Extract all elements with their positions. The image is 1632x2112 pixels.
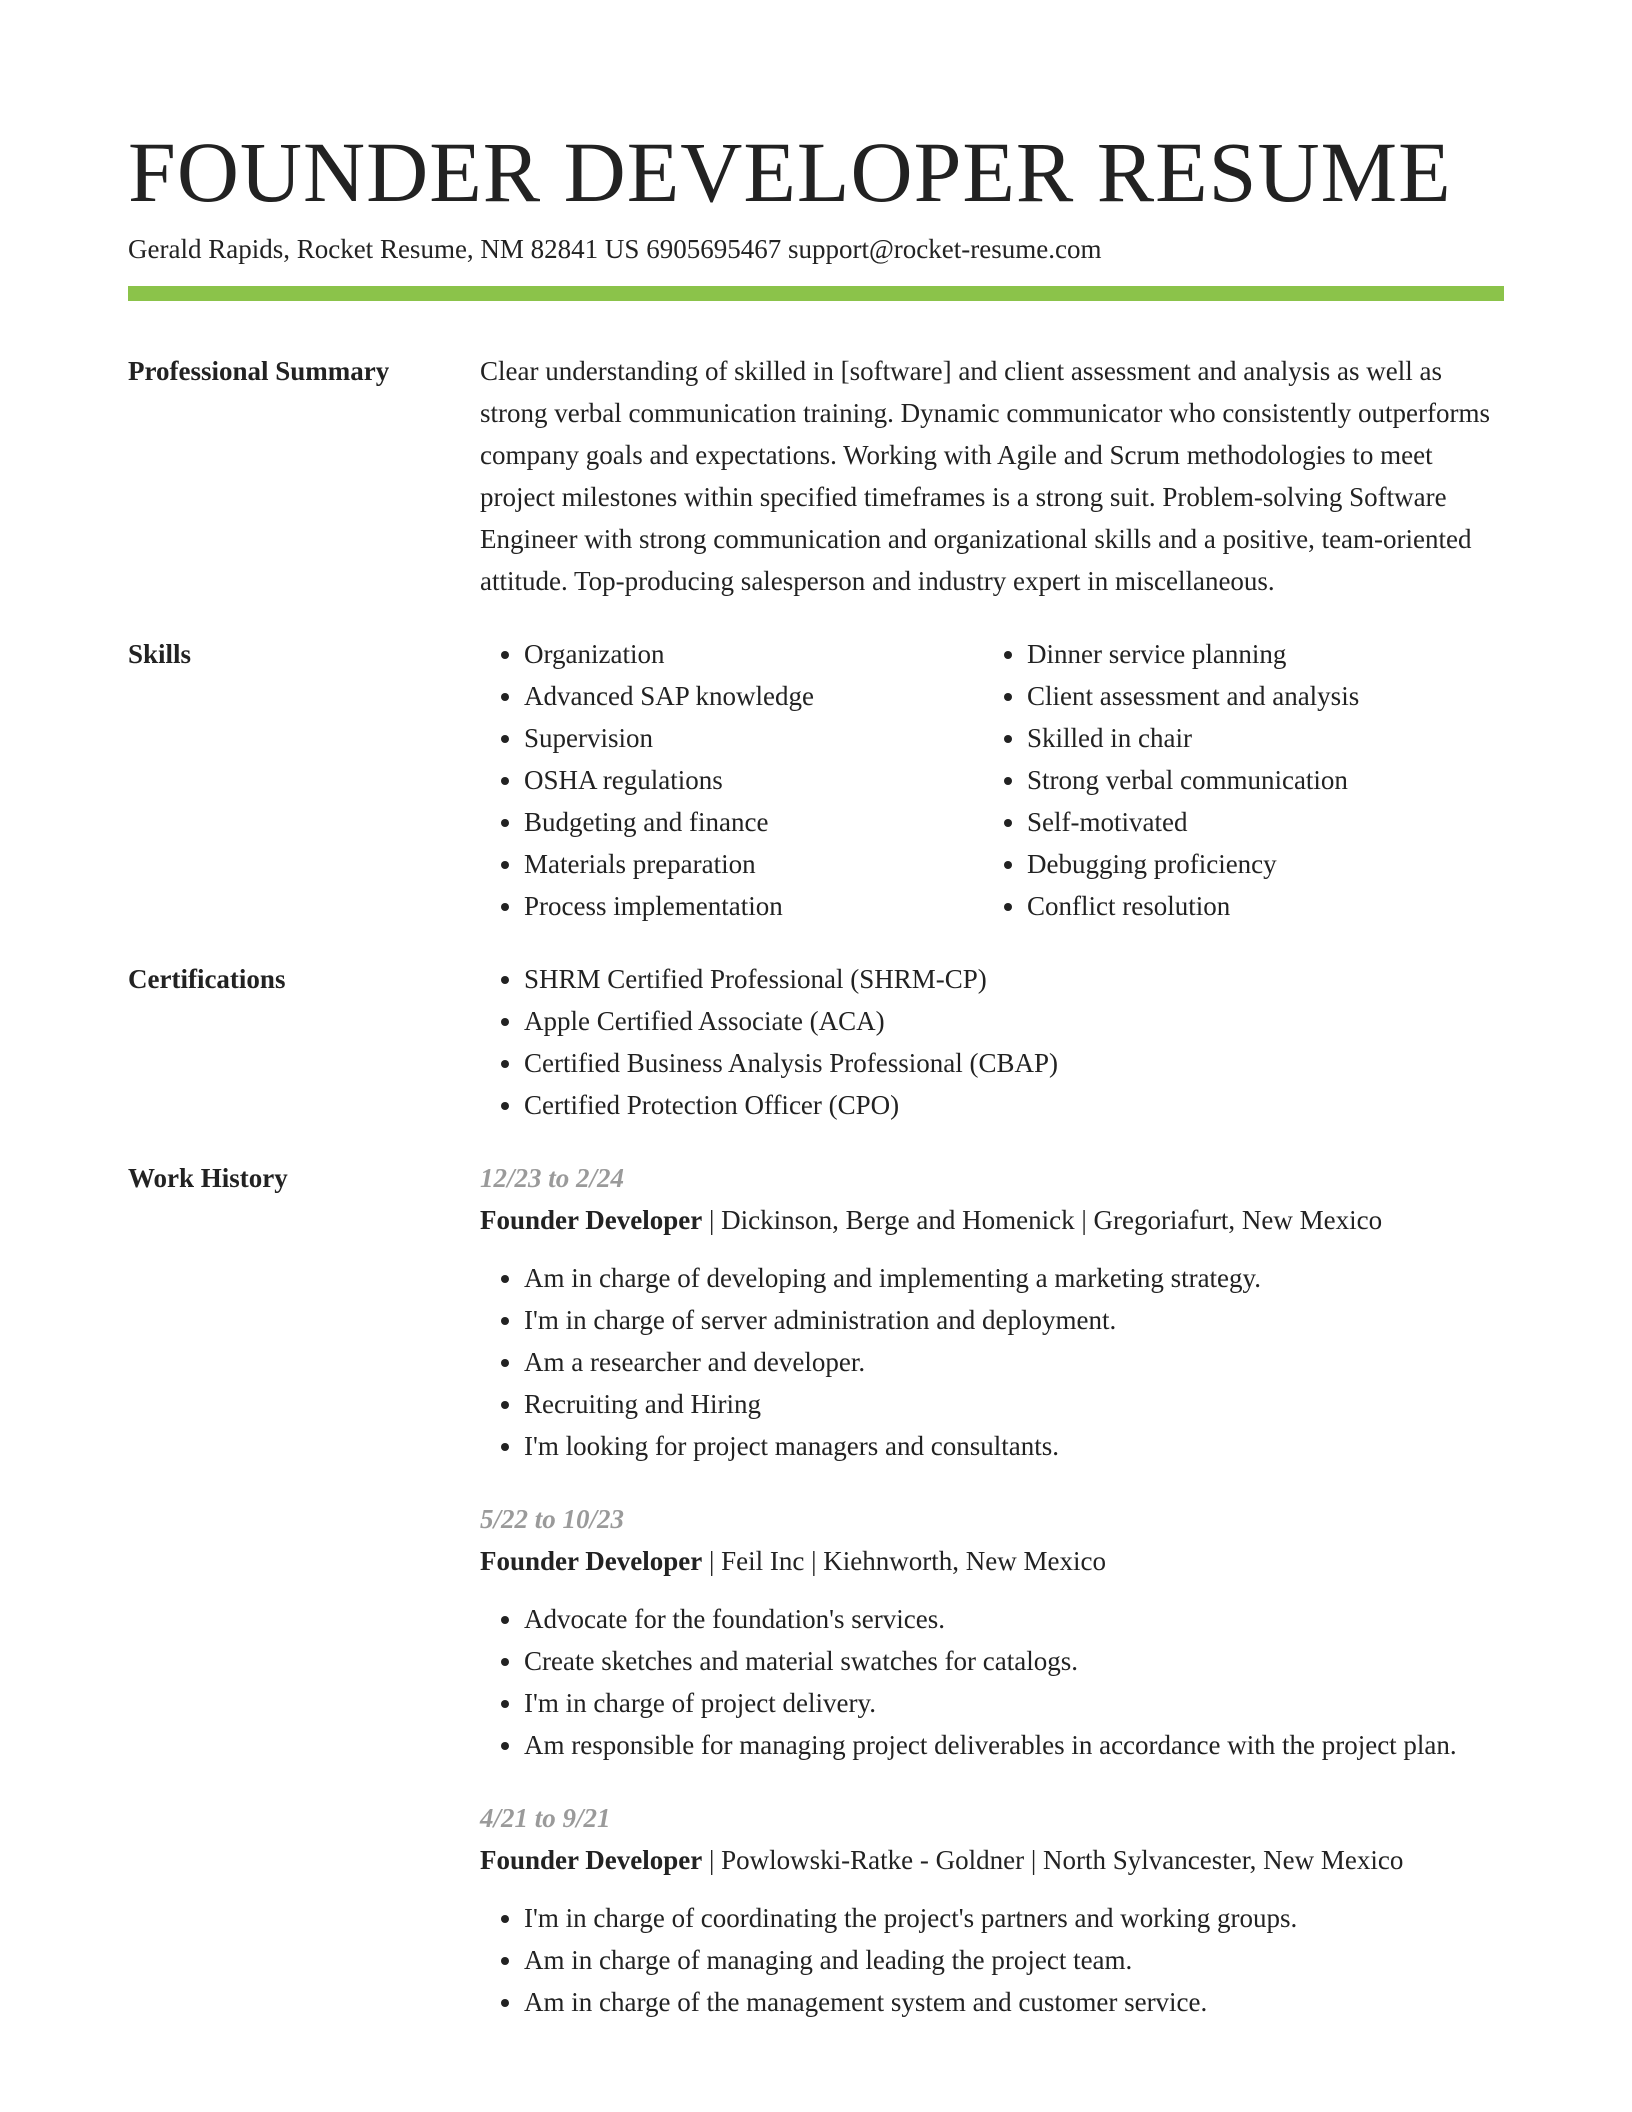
job-title: Founder Developer [480, 1546, 703, 1576]
job-bullet: • Create sketches and material swatches for catalogs. [524, 1640, 1504, 1682]
job-bullet: • Am responsible for managing project deliverables in accordance with the project plan. [524, 1724, 1504, 1766]
job-bullet: • Am a researcher and developer. [524, 1341, 1504, 1383]
work-history-label: Work History [128, 1163, 288, 1193]
certification-item: • Certified Protection Officer (CPO) [524, 1084, 1504, 1126]
skill-item: • Client assessment and analysis [1027, 675, 1504, 717]
skill-item: • Debugging proficiency [1027, 843, 1504, 885]
certifications-list [480, 958, 1504, 1126]
certification-item: • Certified Business Analysis Professional (CBAP) [524, 1042, 1504, 1084]
summary-label: Professional Summary [128, 356, 390, 386]
skill-item: • Skilled in chair [1027, 717, 1504, 759]
job-bullets [480, 1897, 1504, 2023]
job-title: Founder Developer [480, 1845, 703, 1875]
accent-divider [128, 286, 1504, 301]
contact-line: Gerald Rapids, Rocket Resume, NM 82841 US 6905695467 support@rocket-resume.com [128, 234, 1102, 264]
job-bullet: • I'm in charge of project delivery. [524, 1682, 1504, 1724]
certifications-label: Certifications [128, 964, 286, 994]
job-bullet: • Am in charge of developing and implementing a marketing strategy. [524, 1257, 1504, 1299]
job-heading [480, 1199, 1504, 1241]
certifications-section [128, 958, 1504, 1126]
job-bullets [480, 1257, 1504, 1467]
skill-item: • Strong verbal communication [1027, 759, 1504, 801]
job-details: | Powlowski-Ratke - Goldner | North Sylvancester, New Mexico [702, 1845, 1404, 1875]
job-heading [480, 1540, 1504, 1582]
summary-body [480, 350, 1504, 602]
skill-item: • Organization [524, 633, 983, 675]
job-dates: 12/23 to 2/24 [480, 1163, 625, 1193]
skills-body [480, 633, 1504, 927]
job-bullet: • Recruiting and Hiring [524, 1383, 1504, 1425]
skill-item: • Advanced SAP knowledge [524, 675, 983, 717]
skill-item: • Process implementation [524, 885, 983, 927]
job-bullet: • I'm looking for project managers and consultants. [524, 1425, 1504, 1467]
job-dates: 4/21 to 9/21 [480, 1803, 611, 1833]
skill-item: • Conflict resolution [1027, 885, 1504, 927]
certification-item: • SHRM Certified Professional (SHRM-CP) [524, 958, 1504, 1000]
skills-section [128, 633, 1504, 927]
job-entry [480, 1157, 1504, 1467]
job-heading [480, 1839, 1504, 1881]
job-bullet: • Advocate for the foundation's services. [524, 1598, 1504, 1640]
certification-item: • Apple Certified Associate (ACA) [524, 1000, 1504, 1042]
job-bullet: • Am in charge of the management system and customer service. [524, 1981, 1504, 2023]
certifications-body [480, 958, 1504, 1126]
job-title: Founder Developer [480, 1205, 703, 1235]
skill-item: • OSHA regulations [524, 759, 983, 801]
job-bullet: • Am in charge of managing and leading the project team. [524, 1939, 1504, 1981]
skill-item: • Budgeting and finance [524, 801, 983, 843]
job-dates: 5/22 to 10/23 [480, 1504, 625, 1534]
work-history-body [480, 1157, 1504, 2054]
resume-sections [128, 350, 1504, 2085]
skill-item: • Self-motivated [1027, 801, 1504, 843]
skills-left-list [480, 633, 983, 927]
job-entry [480, 1797, 1504, 2023]
job-bullet: • I'm in charge of server administration and deployment. [524, 1299, 1504, 1341]
summary-text: Clear understanding of skilled in [software] and client assessment and analysis as well as strong verbal communication training. Dynamic communicator who consistently outperforms company goals and expectations. Working with Agile and Scrum methodologies to meet project milestones within specified timeframes is a strong suit. Problem-solving Software Engineer with strong communication and organizational skills and a positive, team-oriented attitude. Top-producing salesperson and industry expert in miscellaneous. [480, 356, 1491, 596]
summary-section [128, 350, 1504, 602]
skill-item: • Supervision [524, 717, 983, 759]
skill-item: • Dinner service planning [1027, 633, 1504, 675]
job-details: | Dickinson, Berge and Homenick | Gregoriafurt, New Mexico [702, 1205, 1383, 1235]
job-entry [480, 1498, 1504, 1766]
skill-item: • Materials preparation [524, 843, 983, 885]
resume-title: FOUNDER DEVELOPER RESUME [128, 124, 1452, 220]
job-bullets [480, 1598, 1504, 1766]
job-bullet: • I'm in charge of coordinating the project's partners and working groups. [524, 1897, 1504, 1939]
skills-right-list [983, 633, 1504, 927]
job-details: | Feil Inc | Kiehnworth, New Mexico [702, 1546, 1106, 1576]
work-history-section [128, 1157, 1504, 2054]
skills-label: Skills [128, 639, 192, 669]
